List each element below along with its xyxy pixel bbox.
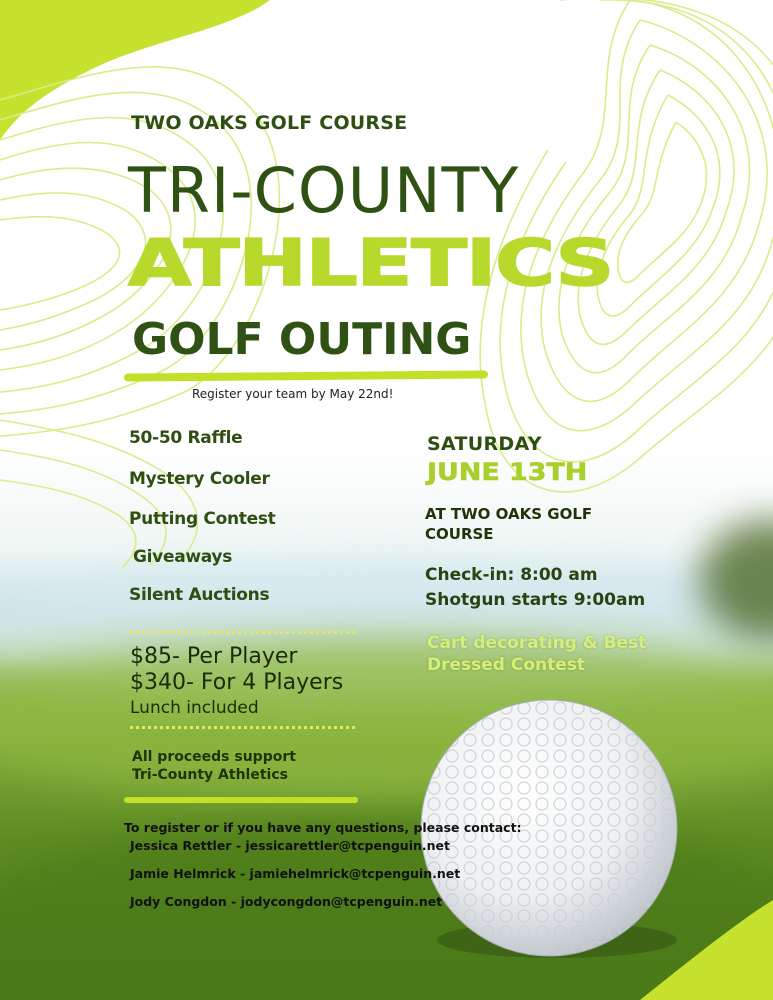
feature-putting-contest: Putting Contest bbox=[129, 509, 276, 529]
proceeds-line-2: Tri-County Athletics bbox=[132, 766, 288, 783]
lunch-included: Lunch included bbox=[130, 698, 259, 718]
contact-heading: To register or if you have any questions, please contact: bbox=[124, 820, 522, 835]
shotgun-start-time: Shotgun starts 9:00am bbox=[425, 590, 646, 610]
title-tri-county: TRI-COUNTY bbox=[128, 154, 520, 227]
event-location-line-1: AT TWO OAKS GOLF bbox=[425, 505, 593, 523]
contact-jody[interactable]: Jody Congdon - jodycongdon@tcpenguin.net bbox=[130, 894, 443, 909]
feature-giveaways: Giveaways bbox=[133, 547, 233, 567]
contact-jamie[interactable]: Jamie Helmrick - jamiehelmrick@tcpenguin.net bbox=[130, 866, 461, 881]
cart-contest-line-1: Cart decorating & Best bbox=[427, 633, 647, 653]
feature-silent-auctions: Silent Auctions bbox=[129, 585, 270, 605]
register-deadline: Register your team by May 22nd! bbox=[192, 387, 394, 401]
cart-contest-line-2: Dressed Contest bbox=[427, 655, 586, 676]
event-location-line-2: COURSE bbox=[425, 524, 494, 543]
feature-mystery-cooler: Mystery Cooler bbox=[129, 469, 270, 489]
feature-raffle: 50-50 Raffle bbox=[129, 428, 243, 448]
proceeds-line-1: All proceeds support bbox=[132, 749, 296, 765]
title-golf-outing: GOLF OUTING bbox=[132, 314, 472, 365]
venue-top-label: TWO OAKS GOLF COURSE bbox=[131, 112, 408, 134]
price-team: $340- For 4 Players bbox=[130, 670, 344, 695]
title-athletics: ATHLETICS bbox=[128, 227, 614, 301]
event-day: SATURDAY bbox=[427, 433, 542, 455]
contact-jessica[interactable]: Jessica Rettler - jessicarettler@tcpenguin.net bbox=[130, 838, 450, 853]
event-date: JUNE 13TH bbox=[427, 458, 588, 486]
checkin-time: Check-in: 8:00 am bbox=[425, 565, 598, 585]
price-per-player: $85- Per Player bbox=[130, 644, 298, 669]
